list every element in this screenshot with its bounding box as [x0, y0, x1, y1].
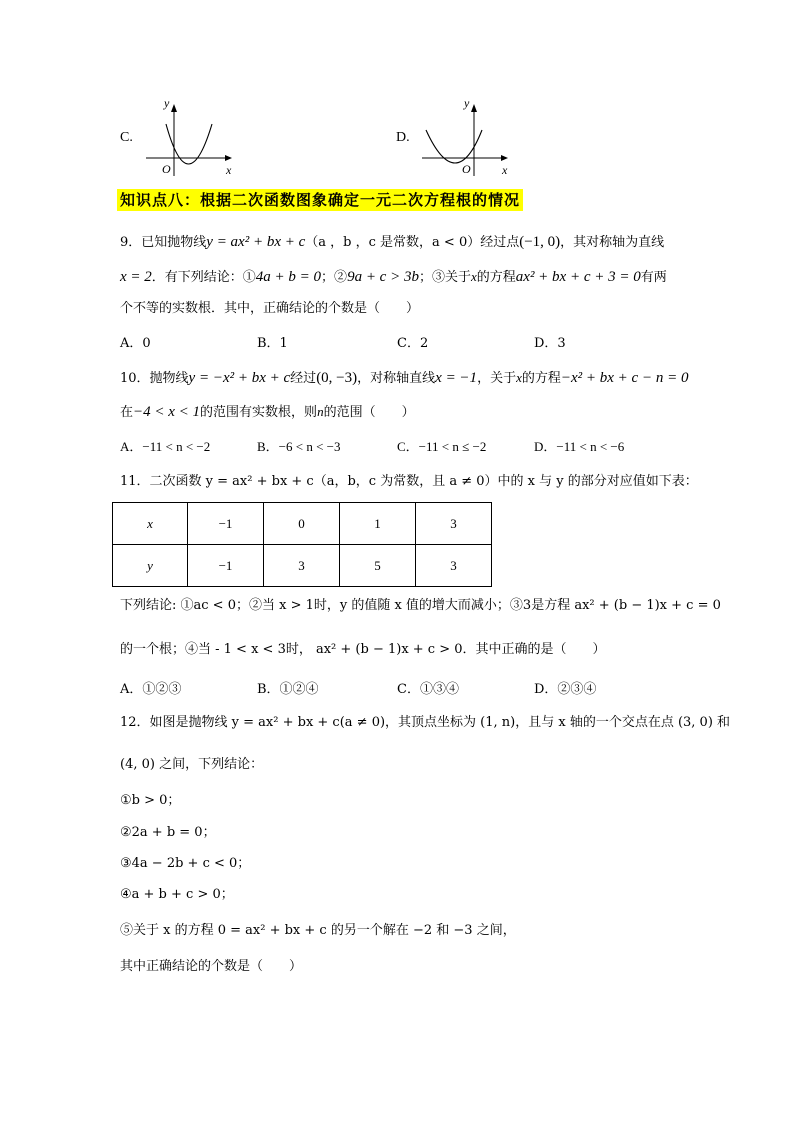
q10-about: ，关于	[477, 371, 517, 386]
q9-conclusion-1: 4a + b = 0	[255, 269, 322, 285]
q9-axis-text: ，其对称轴为直线	[560, 235, 665, 250]
section-heading-text: 知识点八：根据二次函数图象确定一元二次方程根的情况	[117, 189, 523, 211]
q9-sep-1: ；②	[321, 270, 348, 285]
q12-line-2: (4, 0) 之间，下列结论：	[120, 757, 264, 772]
axis-x-label-c: x	[226, 163, 232, 177]
table-cell: 0	[264, 503, 340, 545]
q10-axis-text: ，对称轴直线	[357, 371, 436, 386]
q10-line-2	[120, 403, 415, 422]
table-row	[113, 545, 492, 587]
q10-var-n: n	[317, 404, 324, 419]
q10-point: (0, −3)	[316, 370, 358, 386]
table-cell: 3	[416, 503, 492, 545]
table-cell: 1	[340, 503, 416, 545]
q11-choice-c[interactable]: C．①③④	[397, 682, 459, 697]
q10-parabola-eq: y = −x² + bx + c	[188, 370, 291, 386]
q10-var-x: x	[516, 370, 522, 385]
table-cell-header-x: x	[113, 503, 188, 545]
q10-choice-b[interactable]: B．−6 < n < −3	[257, 439, 341, 454]
q12-item-1: ①b > 0；	[120, 793, 181, 808]
q9-intro: 9．已知抛物线	[120, 235, 207, 250]
origin-label-c: O	[162, 162, 171, 176]
table-cell: 3	[416, 545, 492, 587]
q11-line-3: 的一个根；④当 - 1 < x < 3时， ax² + (b − 1)x + c > 0．其中正确的是（ ）	[120, 642, 606, 657]
q9-choice-c[interactable]: C．2	[397, 336, 429, 351]
q9-choice-a[interactable]: A．0	[120, 336, 151, 351]
q10-intro: 10．抛物线	[120, 371, 189, 386]
q9-axis-eq: x = 2	[120, 269, 152, 285]
option-d-graph	[418, 96, 518, 178]
q11-line-2: 下列结论: ①ac < 0；②当 x > 1时，y 的值随 x 值的增大而减小；③3是方程 ax² + (b − 1)x + c = 0	[120, 598, 721, 613]
q11-value-table	[112, 502, 492, 587]
option-c-label: C.	[120, 130, 133, 145]
q10-choice-a[interactable]: A．−11 < n < −2	[120, 439, 211, 454]
table-cell: −1	[188, 545, 264, 587]
option-c-graph	[140, 96, 240, 178]
axis-y-label-d: y	[464, 96, 470, 110]
table-cell: −1	[188, 503, 264, 545]
y-axis-arrow-c	[171, 104, 177, 112]
q9-conclusion-2: 9a + c > 3b	[347, 269, 419, 285]
q9-tail: 有两	[640, 270, 667, 285]
q9-conclusions-intro: ．有下列结论：①	[151, 270, 256, 285]
q9-line-1	[120, 233, 664, 252]
option-d-label: D.	[396, 130, 410, 145]
origin-label-d: O	[462, 162, 471, 176]
q10-equation: −x² + bx + c − n = 0	[560, 370, 689, 386]
q10-has-roots: 的范围有实数根，则	[200, 405, 318, 420]
q10-range: −4 < x < 1	[133, 404, 201, 420]
q12-item-5: ⑤关于 x 的方程 0 = ax² + bx + c 的另一个解在 −2 和 −3 之间，	[120, 923, 516, 938]
q10-equation-text: 的方程	[521, 371, 561, 386]
q12-item-4: ④a + b + c > 0；	[120, 887, 234, 902]
q9-line-2	[120, 268, 667, 287]
table-row	[113, 503, 492, 545]
q10-tail: 的范围（ ）	[323, 405, 415, 420]
section-heading	[117, 189, 523, 210]
table-cell: 5	[340, 545, 416, 587]
q9-conditions: （a ，b ，c 是常数，a < 0）经过点	[305, 235, 520, 250]
q12-line-end: 其中正确结论的个数是（ ）	[120, 959, 303, 974]
axis-y-label-c: y	[164, 96, 170, 110]
q9-parabola-eq: y = ax² + bx + c	[206, 234, 306, 250]
q10-choice-c[interactable]: C．−11 < n ≤ −2	[397, 439, 487, 454]
q10-in: 在	[120, 405, 134, 420]
q11-choice-a[interactable]: A．①②③	[120, 682, 182, 697]
q9-point: (−1, 0)	[519, 234, 561, 250]
q9-line-3: 个不等的实数根．其中，正确结论的个数是（ ）	[120, 301, 420, 316]
table-cell: 3	[264, 545, 340, 587]
q9-conclusion-3: ax² + bx + c + 3 = 0	[515, 269, 641, 285]
q9-var-x: x	[470, 269, 477, 284]
table-cell-header-y: y	[113, 545, 188, 587]
q9-choice-d[interactable]: D．3	[534, 336, 566, 351]
q10-choice-d[interactable]: D．−11 < n < −6	[534, 439, 625, 454]
q9-choice-b[interactable]: B．1	[257, 336, 288, 351]
q11-line-1: 11．二次函数 y = ax² + bx + c（a，b，c 为常数，且 a ≠ 0）中的 x 与 y 的部分对应值如下表：	[120, 474, 698, 489]
q10-passes: 经过	[290, 371, 317, 386]
q12-line-1: 12．如图是抛物线 y = ax² + bx + c(a ≠ 0)，其顶点坐标为 (1, n)，且与 x 轴的一个交点在点 (3, 0) 和	[120, 715, 731, 730]
axis-x-label-d: x	[502, 163, 508, 177]
q12-item-2: ②2a + b = 0；	[120, 825, 216, 840]
x-axis-arrow-d	[501, 155, 508, 161]
q10-axis-eq: x = −1	[435, 370, 478, 386]
q11-choice-d[interactable]: D．②③④	[534, 682, 597, 697]
q9-sep-2: ；③关于	[418, 270, 471, 285]
y-axis-arrow-d	[471, 104, 477, 112]
x-axis-arrow-c	[225, 155, 232, 161]
q12-item-3: ③4a − 2b + c < 0；	[120, 856, 251, 871]
q11-choice-b[interactable]: B．①②④	[257, 682, 319, 697]
q9-equation-text: 的方程	[476, 270, 516, 285]
q10-line-1	[120, 369, 688, 388]
